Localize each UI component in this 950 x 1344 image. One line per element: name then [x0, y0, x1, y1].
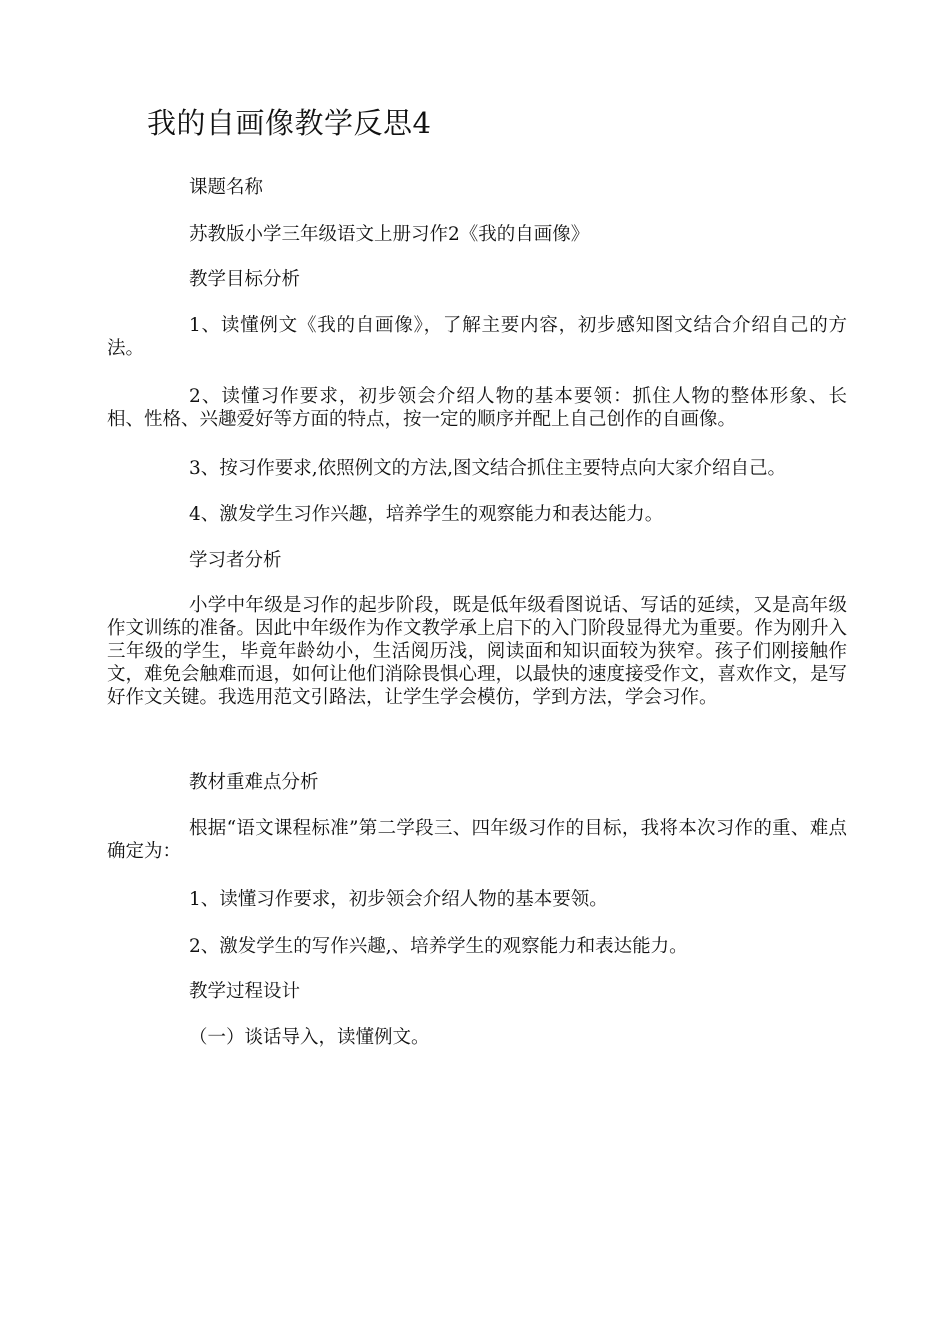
- paragraph-topic-name: 苏教版小学三年级语文上册习作2《我的自画像》: [189, 224, 590, 245]
- paragraph-key-point-1: 1、读懂习作要求，初步领会介绍人物的基本要领。: [189, 889, 608, 910]
- paragraph-goal-2: 2、读懂习作要求，初步领会介绍人物的基本要领：抓住人物的整体形象、长相、性格、兴趣爱好等方面的特点，按一定的顺序并配上自己创作的自画像。: [107, 386, 847, 430]
- section-heading-process: 教学过程设计: [189, 981, 301, 1002]
- document-title: 我的自画像教学反思4: [147, 106, 432, 140]
- paragraph-goal-3: 3、按习作要求,依照例文的方法,图文结合抓住主要特点向大家介绍自己。: [189, 458, 787, 479]
- paragraph-learner-analysis: 小学中年级是习作的起步阶段，既是低年级看图说话、写话的延续，又是高年级作文训练的准备。因此中年级作为作文教学承上启下的入门阶段显得尤为重要。作为刚升入三年级的学生，毕竟年龄幼小，生活阅历浅，阅读面和知识面较为狭窄。孩子们刚接触作文，难免会触难而退，如何让他们消除畏惧心理，以最快的速度接受作文，喜欢作文，是写好作文关键。我选用范文引路法，让学生学会模仿，学到方法，学会习作。: [107, 595, 848, 708]
- paragraph-key-points-intro: 根据“语文课程标准”第二学段三、四年级习作的目标，我将本次习作的重、难点确定为：: [107, 818, 847, 862]
- section-heading-learners: 学习者分析: [189, 550, 282, 571]
- paragraph-goal-1: 1、读懂例文《我的自画像》，了解主要内容，初步感知图文结合介绍自己的方法。: [107, 315, 847, 359]
- paragraph-goal-4: 4、激发学生习作兴趣，培养学生的观察能力和表达能力。: [189, 504, 664, 525]
- paragraph-step-1: （一）谈话导入，读懂例文。: [189, 1027, 430, 1048]
- section-heading-key-points: 教材重难点分析: [189, 772, 319, 793]
- paragraph-key-point-2: 2、激发学生的写作兴趣,、培养学生的观察能力和表达能力。: [189, 936, 688, 957]
- section-heading-topic: 课题名称: [189, 177, 264, 198]
- section-heading-goals: 教学目标分析: [189, 269, 301, 290]
